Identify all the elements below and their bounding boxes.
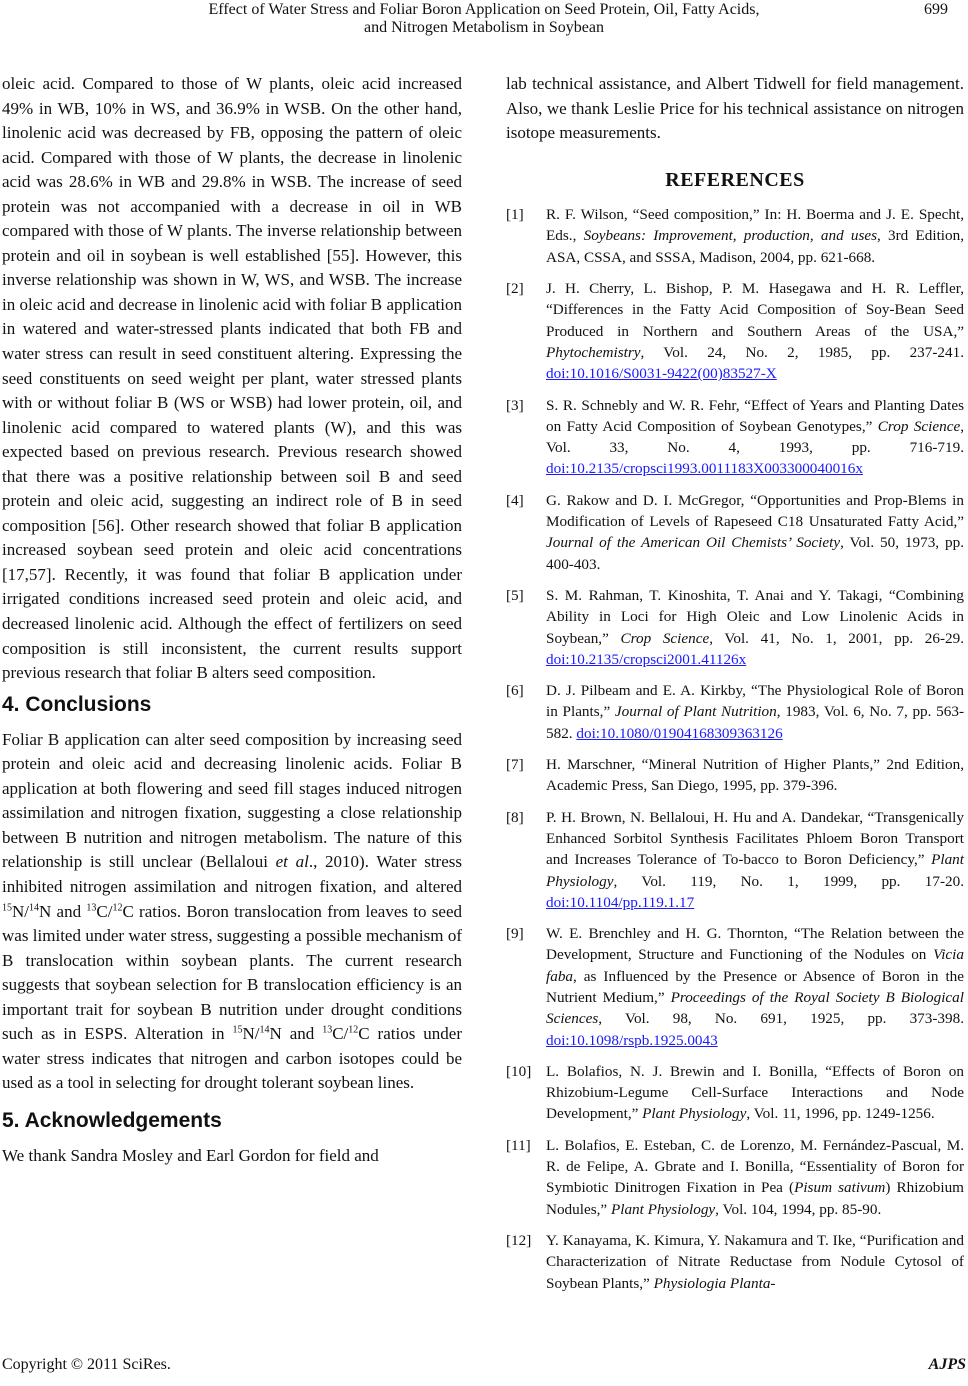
reference-item <box>506 278 964 384</box>
reference-number: [2] <box>506 280 524 298</box>
reference-text: , Vol. 41, No. 1, 2001, pp. 26-29. <box>709 629 964 647</box>
reference-text: , Vol. 98, No. 691, 1925, pp. 373-398. <box>598 1010 964 1028</box>
reference-number: [7] <box>506 756 524 774</box>
doi-link[interactable]: doi:10.1098/rspb.1925.0043 <box>546 1031 718 1049</box>
reference-item <box>506 807 964 913</box>
reference-text: , as Influenced by the Presence or Absence of Boron in the Nutrient Medium,” <box>546 967 964 1006</box>
reference-text: , Vol. 50, 1973, pp. 400-403. <box>546 534 964 573</box>
reference-number: [6] <box>506 682 524 700</box>
journal-abbreviation: AJPS <box>928 1356 966 1373</box>
reference-item <box>506 585 964 670</box>
acknowledgements-heading: 5. Acknowledgements <box>2 1108 222 1132</box>
reference-item <box>506 1061 964 1125</box>
reference-item <box>506 1230 964 1294</box>
reference-item <box>506 680 964 744</box>
reference-number: [4] <box>506 491 524 509</box>
references-heading: REFERENCES <box>665 168 805 191</box>
right-column <box>506 72 964 1304</box>
reference-italic: Crop Science <box>877 417 961 435</box>
reference-text: Y. Kanayama, K. Kimura, Y. Nakamura and T. Ike, “Purification and Characterization of Nitrate Reductase from Nodule Cytosol of Soybean Plants,” <box>546 1231 964 1292</box>
reference-italic: Proceedings of the Royal Society B Biological Sciences <box>546 988 964 1028</box>
reference-number: [5] <box>506 586 524 604</box>
discussion-paragraph: oleic acid. Compared to those of W plants, oleic acid increased 49% in WB, 10% in WS, and 36.9% in WSB. On the other hand, linolenic acid was decreased by FB, opposing the pattern of oleic acid. Compared with those of W plants, the decrease in linolenic acid was 28.6% in WB and 29.8% in WSB. The increase of seed protein was not accompanied with a decrease in oil in WB compared with those of W plants. The inverse relationship between protein and oil in soybean is well established [55]. However, this inverse relationship was shown in W, WS, and WSB. The increase in oleic acid and decrease in linolenic acid with foliar B application in watered and water-stressed plants indicated that both FB and water stress can result in seed constituent altering. Expressing the seed constituents on seed weight per plant, water stressed plants with or without foliar B (WS or WSB) had lower protein, oil, and linolenic acid compared to watered plants (W), and this was expected based on previous research. Previous research showed that there was a positive relationship between soil B and seed protein and oleic acid, suggesting an indirect role of B in seed composition [56]. Other research showed that foliar B application increased soybean seed protein and oleic acid concentrations [17,57]. Recently, it was found that foliar B application under irrigated conditions increased seed protein and oleic acid, and decreased linolenic acid. Although the effect of fertilizers on seed composition is still inconsistent, the current results support previous research that foliar B alters seed composition. <box>2 74 462 683</box>
reference-item <box>506 754 964 797</box>
reference-number: [10] <box>506 1062 532 1080</box>
conclusions-heading: 4. Conclusions <box>2 692 152 716</box>
reference-text: J. H. Cherry, L. Bishop, P. M. Hasegawa and H. R. Leffler, “Differences in the Fatty Acid Composition of Soy-Bean Seed Produced in Northern and Southern Areas of the USA,” <box>546 280 964 340</box>
reference-italic: Phytochemistry <box>546 343 641 361</box>
reference-item <box>506 204 964 268</box>
reference-number: [8] <box>506 808 524 826</box>
reference-text: ) Rhizobium Nodules,” <box>546 1179 964 1218</box>
reference-italic: Journal of the American Oil Chemists’ Society <box>546 534 841 552</box>
reference-italic: Journal of Plant Nutrition <box>614 703 777 721</box>
reference-text: W. E. Brenchley and H. G. Thornton, “The Relation between the Development, Structure and Functioning of the Nodules on <box>546 925 964 964</box>
reference-italic: Soybeans: Improvement, production, and uses <box>583 227 878 245</box>
reference-text: , 1983, Vol. 6, No. 7, pp. 563-582. <box>546 703 965 742</box>
reference-text: , Vol. 33, No. 4, 1993, pp. 716-719. <box>546 417 964 457</box>
reference-item <box>506 923 964 1051</box>
reference-text: S. R. Schnebly and W. R. Fehr, “Effect of Years and Planting Dates on Fatty Acid Composition of Soybean Genotypes,” <box>546 396 964 435</box>
doi-link[interactable]: doi:10.1016/S0031-9422(00)83527-X <box>546 365 777 383</box>
reference-item <box>506 395 964 480</box>
reference-text: H. Marschner, “Mineral Nutrition of Higher Plants,” 2nd Edition, Academic Press, San Diego, 1995, pp. 379-396. <box>546 756 964 795</box>
doi-link[interactable]: doi:10.2135/cropsci2001.41126x <box>546 650 747 668</box>
reference-text: L. Bolafios, N. J. Brewin and I. Bonilla, “Effects of Boron on Rhizobium-Legume Cell-Surface Interactions and Node Development,” <box>546 1062 964 1123</box>
header-title-line1: Effect of Water Stress and Foliar Boron Application on Seed Protein, Oil, Fatty Acids, <box>208 1 760 18</box>
reference-number: [12] <box>506 1231 532 1249</box>
reference-italic: Pisum sativum <box>794 1179 886 1197</box>
page-number: 699 <box>924 1 948 18</box>
copyright-notice: Copyright © 2011 SciRes. <box>2 1356 171 1373</box>
reference-text: P. H. Brown, N. Bellaloui, H. Hu and A. Dandekar, “Transgenically Enhanced Sorbitol Synthesis Facilitates Phloem Boron Transport and Increases Tolerance of To-bacco to Boron Deficiency,” <box>546 808 964 869</box>
reference-list <box>506 204 964 1294</box>
reference-text: D. J. Pilbeam and E. A. Kirkby, “The Physiological Role of Boron in Plants,” <box>546 682 964 721</box>
reference-text: S. M. Rahman, T. Kinoshita, T. Anai and Y. Takagi, “Combining Ability in Loci for High Oleic and Low Linolenic Acids in Soybean,” <box>546 586 964 647</box>
reference-italic: Plant Physiology <box>610 1200 716 1218</box>
doi-link[interactable]: doi:10.2135/cropsci1993.0011183X003300040016x <box>546 460 863 478</box>
reference-italic: Physiologia Planta- <box>653 1274 776 1292</box>
reference-text: L. Bolafios, E. Esteban, C. de Lorenzo, M. Fernández-Pascual, M. R. de Felipe, A. Gbrate and I. Bonilla, “Essentiality of Boron for Symbiotic Dinitrogen Fixation in Pea ( <box>546 1136 964 1197</box>
reference-text: G. Rakow and D. I. McGregor, “Opportunities and Prop-Blems in Modification of Levels of Rapeseed C18 Unsaturated Fatty Acid,” <box>546 491 964 531</box>
doi-link[interactable]: doi:10.1080/01904168309363126 <box>576 724 783 742</box>
reference-italic: Crop Science <box>620 629 710 647</box>
header-title-line2: and Nitrogen Metabolism in Soybean <box>364 19 604 36</box>
left-column <box>2 72 462 1168</box>
reference-text: , Vol. 104, 1994, pp. 85-90. <box>715 1200 882 1218</box>
reference-text: R. F. Wilson, “Seed composition,” In: H. Boerma and J. E. Specht, Eds., <box>546 206 964 245</box>
reference-text: , Vol. 11, 1996, pp. 1249-1256. <box>746 1105 935 1123</box>
conclusions-paragraph: Foliar B application can alter seed composition by increasing seed protein and oleic acid and decreasing linolenic acids. Foliar B application at both flowering and seed fill stages induced nitrogen assimilation and nitrogen fixation, suggesting a close relationship between B nutrition and nitrogen metabolism. The nature of this relationship is still unclear (Bellaloui et al., 2010). Water stress inhibited nitrogen assimilation and nitrogen fixation, and altered $^{15}$N/$^{14}$N and $^{13}$C/$^{12}$C ratios. Boron translocation from leaves to seed was limited under water stress, suggesting a possible mechanism of B translocation within soybean plants. The current research suggests that soybean selection for B translocation efficiency is an important trait for soybean B nutrition under drought conditions such as in ESPS. Alteration in $^{15}$N/$^{14}$N and $^{13}$C/$^{12}$C ratios under water stress indicates that nitrogen and carbon isotopes could be used as a tool in selecting for drought tolerant soybean lines. <box>2 729 462 1093</box>
reference-text: , 3rd Edition, ASA, CSSA, and SSSA, Madison, 2004, pp. 621-668. <box>546 227 965 266</box>
reference-item <box>506 1135 964 1220</box>
reference-text: , Vol. 119, No. 1, 1999, pp. 17-20. <box>613 872 964 890</box>
acknowledgements-text: We thank Sandra Mosley and Earl Gordon for field and <box>2 1145 379 1165</box>
acknowledgements-continued: lab technical assistance, and Albert Tidwell for field management. Also, we thank Leslie Price for his technical assistance on nitrogen isotope measurements. <box>506 74 964 143</box>
reference-number: [11] <box>506 1136 531 1154</box>
reference-number: [3] <box>506 396 524 414</box>
reference-italic: Plant Physiology <box>546 851 964 890</box>
reference-text: , Vol. 24, No. 2, 1985, pp. 237-241. <box>640 343 964 361</box>
reference-number: [1] <box>506 206 524 224</box>
doi-link[interactable]: doi:10.1104/pp.119.1.17 <box>546 893 695 911</box>
reference-item <box>506 490 964 575</box>
reference-italic: Vicia faba <box>546 946 964 985</box>
reference-italic: Plant Physiology <box>642 1105 747 1123</box>
reference-number: [9] <box>506 925 524 943</box>
